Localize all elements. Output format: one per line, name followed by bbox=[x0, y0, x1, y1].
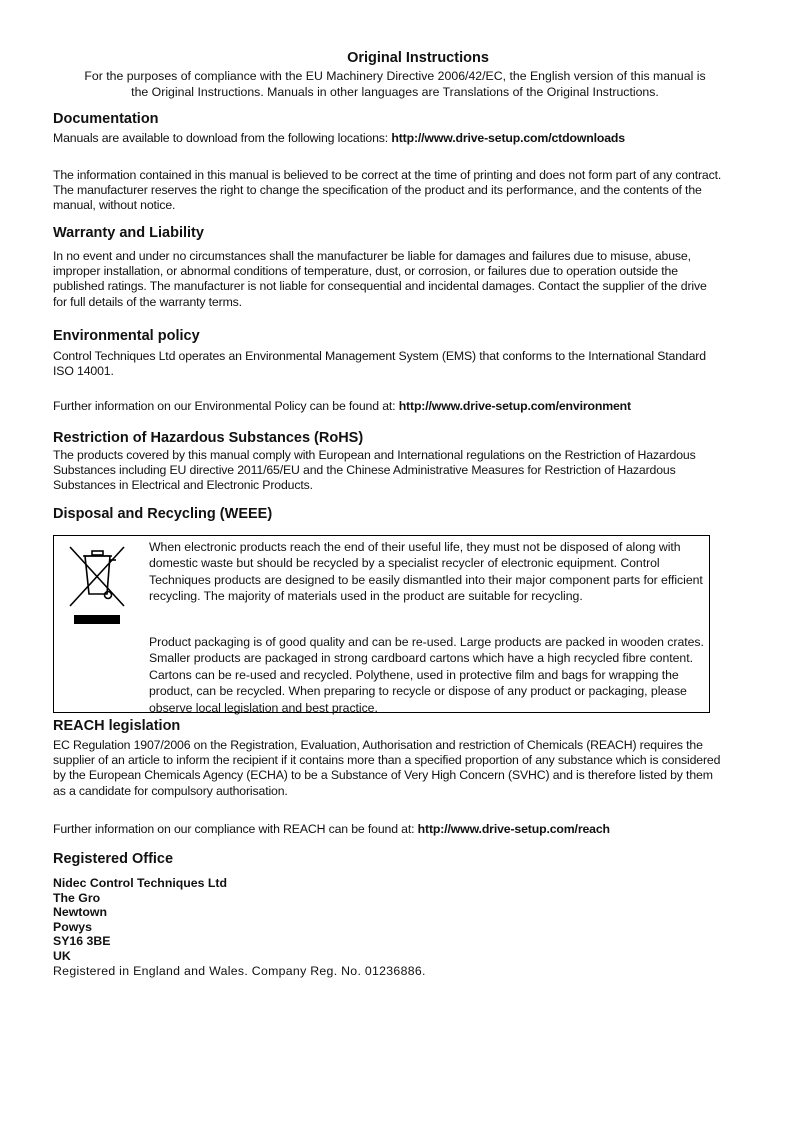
warranty-text: In no event and under no circumstances shall the manufacturer be liable for damages and failures due to misuse, abuse, improper installation, or abnormal conditions of temperature, dust, or corrosion, or failures due to operation outside the published ratings. The manufacturer is not liable for consequential and incidental damages. Contact the supplier of the drive for full details of the warranty terms. bbox=[53, 249, 707, 309]
original-instructions-title: Original Instructions bbox=[347, 50, 489, 66]
environmental-further bbox=[53, 399, 723, 414]
registration-text: Registered in England and Wales. Company Reg. No. 01236886. bbox=[53, 963, 426, 978]
documentation-heading: Documentation bbox=[53, 111, 159, 127]
registered-office-address bbox=[53, 876, 426, 978]
original-instructions-line-2: the Original Instructions. Manuals in other languages are Translations of the Original Instructions. bbox=[131, 85, 659, 99]
documentation-text bbox=[53, 131, 723, 146]
warranty-heading: Warranty and Liability bbox=[53, 225, 204, 241]
crossed-out-wheelie-bin-icon bbox=[68, 542, 128, 626]
ctdownloads-link[interactable]: http://www.drive-setup.com/ctdownloads bbox=[391, 131, 625, 145]
documentation-intro: Manuals are available to download from the following locations: bbox=[53, 131, 392, 145]
environment-link[interactable]: http://www.drive-setup.com/environment bbox=[398, 399, 631, 413]
address-line: Newtown bbox=[53, 905, 107, 920]
address-line: The Gro bbox=[53, 890, 101, 905]
address-line: Nidec Control Techniques Ltd bbox=[53, 876, 227, 890]
address-line: UK bbox=[53, 948, 71, 963]
reach-further bbox=[53, 822, 723, 837]
reach-link[interactable]: http://www.drive-setup.com/reach bbox=[417, 822, 610, 836]
rohs-text: The products covered by this manual comply with European and International regulations on the Restriction of Hazardous Substances including EU directive 2011/65/EU and the Chinese Administrative Measures for Restriction of Hazardous Substances in Electrical and Electronic Products. bbox=[53, 448, 696, 493]
disclaimer-text: The information contained in this manual is believed to be correct at the time of printing and does not form part of any contract. The manufacturer reserves the right to change the specification of the product and its performance, and the contents of the manual, without notice. bbox=[53, 168, 722, 213]
reach-text: EC Regulation 1907/2006 on the Registration, Evaluation, Authorisation and restriction of Chemicals (REACH) requires the supplier of an article to inform the recipient if it contains more than a specified proportion of any substance which is considered by the European Chemicals Agency (ECHA) to be a Substance of Very High Concern (SVHC) and is therefore listed by them as a candidate for compulsory authorisation. bbox=[53, 738, 721, 798]
reach-further-text: Further information on our compliance with REACH can be found at: bbox=[53, 822, 418, 836]
environmental-heading: Environmental policy bbox=[53, 328, 200, 344]
rohs-heading: Restriction of Hazardous Substances (RoHS) bbox=[53, 430, 364, 446]
original-instructions-line-1: For the purposes of compliance with the EU Machinery Directive 2006/42/EC, the English version of this manual is bbox=[84, 69, 706, 83]
weee-heading: Disposal and Recycling (WEEE) bbox=[53, 506, 273, 522]
weee-paragraph-2: Product packaging is of good quality and can be re-used. Large products are packed in wooden crates. Smaller products are packaged in strong cardboard cartons which have a high recycled fibre content. Cartons can be re-used and recycled. Polythene, used in protective film and bags for wrapping the product, can be recycled. When preparing to recycle or dispose of any product or packaging, please observe local legislation and best practice. bbox=[149, 635, 704, 715]
registered-office-heading: Registered Office bbox=[53, 851, 174, 867]
address-line: SY16 3BE bbox=[53, 934, 111, 949]
environmental-further-text: Further information on our Environmental Policy can be found at: bbox=[53, 399, 399, 413]
weee-box bbox=[53, 535, 710, 713]
address-line: Powys bbox=[53, 919, 92, 934]
environmental-text: Control Techniques Ltd operates an Environmental Management System (EMS) that conforms to the International Standard ISO 14001. bbox=[53, 349, 706, 379]
weee-paragraph-1: When electronic products reach the end of their useful life, they must not be disposed of along with domestic waste but should be recycled by a specialist recycler of electronic equipment. Control Techniques products are designed to be easily dismantled into their major component parts for efficient recycling. The majority of materials used in the product are suitable for recycling. bbox=[149, 540, 703, 604]
reach-heading: REACH legislation bbox=[53, 718, 181, 734]
